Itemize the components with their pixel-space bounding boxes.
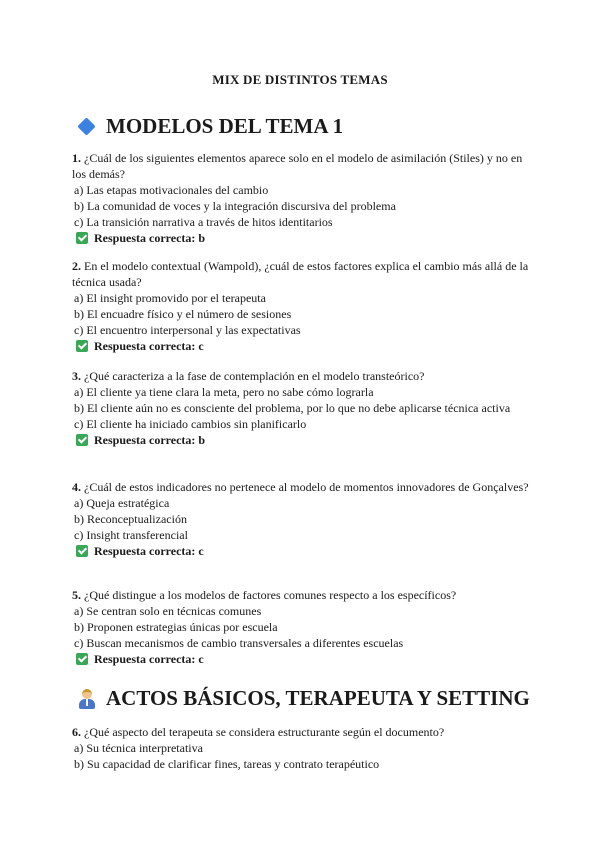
option-c: c) La transición narrativa a través de hitos identitarios: [74, 215, 333, 229]
option-b: b) El cliente aún no es consciente del problema, por lo que no debe aplicarse técnica activa: [74, 401, 511, 415]
question-text: 3. ¿Qué caracteriza a la fase de contemplación en el modelo transteórico?: [72, 369, 425, 383]
option-c: c) El cliente ha iniciado cambios sin planificarlo: [74, 417, 307, 431]
option-b: b) Su capacidad de clarificar fines, tareas y contrato terapéutico: [74, 757, 380, 771]
section-title: ACTOS BÁSICOS, TERAPEUTA Y SETTING: [106, 686, 530, 710]
option-b: b) La comunidad de voces y la integración discursiva del problema: [74, 199, 396, 213]
health-worker-icon: [76, 688, 98, 710]
check-mark-icon: [76, 434, 88, 446]
question-text: 4. ¿Cuál de estos indicadores no pertenece al modelo de momentos innovadores de Gonçalves?: [72, 480, 529, 494]
correct-answer: Respuesta correcta: b: [76, 230, 532, 246]
correct-answer: Respuesta correcta: c: [76, 651, 532, 667]
option-b: b) El encuadre físico y el número de sesiones: [74, 307, 292, 321]
option-a: a) Las etapas motivacionales del cambio: [74, 183, 269, 197]
question-2: [72, 258, 532, 354]
option-b: b) Proponen estrategias únicas por escuela: [74, 620, 278, 634]
blue-diamond-icon: [76, 116, 98, 138]
correct-answer: Respuesta correcta: c: [76, 338, 532, 354]
question-text: 1. ¿Cuál de los siguientes elementos aparece solo en el modelo de asimilación (Stiles) y no en los demás?: [72, 151, 523, 181]
option-a: a) Queja estratégica: [74, 496, 170, 510]
check-mark-icon: [76, 653, 88, 665]
section-title: MODELOS DEL TEMA 1: [106, 114, 344, 138]
question-text: 2. En el modelo contextual (Wampold), ¿cuál de estos factores explica el cambio más allá de la técnica usada?: [72, 259, 529, 289]
question-6: [72, 724, 532, 772]
question-text: 6. ¿Qué aspecto del terapeuta se considera estructurante según el documento?: [72, 725, 445, 739]
correct-answer: Respuesta correcta: c: [76, 543, 532, 559]
option-a: a) Su técnica interpretativa: [74, 741, 203, 755]
question-text: 5. ¿Qué distingue a los modelos de factores comunes respecto a los específicos?: [72, 588, 457, 602]
option-c: c) Insight transferencial: [74, 528, 188, 542]
question-5: [72, 587, 532, 667]
check-mark-icon: [76, 340, 88, 352]
check-mark-icon: [76, 545, 88, 557]
check-mark-icon: [76, 232, 88, 244]
option-b: b) Reconceptualización: [74, 512, 187, 526]
section-heading-actos: [76, 686, 530, 711]
question-4: [72, 479, 532, 559]
option-a: a) El insight promovido por el terapeuta: [74, 291, 266, 305]
correct-answer: Respuesta correcta: b: [76, 432, 532, 448]
document-title: MIX DE DISTINTOS TEMAS: [212, 72, 388, 87]
question-1: [72, 150, 532, 246]
option-a: a) Se centran solo en técnicas comunes: [74, 604, 262, 618]
option-c: c) Buscan mecanismos de cambio transversales a diferentes escuelas: [74, 636, 404, 650]
option-c: c) El encuentro interpersonal y las expectativas: [74, 323, 301, 337]
section-heading-modelos: [76, 114, 343, 139]
option-a: a) El cliente ya tiene clara la meta, pero no sabe cómo lograrla: [74, 385, 374, 399]
question-3: [72, 368, 532, 448]
